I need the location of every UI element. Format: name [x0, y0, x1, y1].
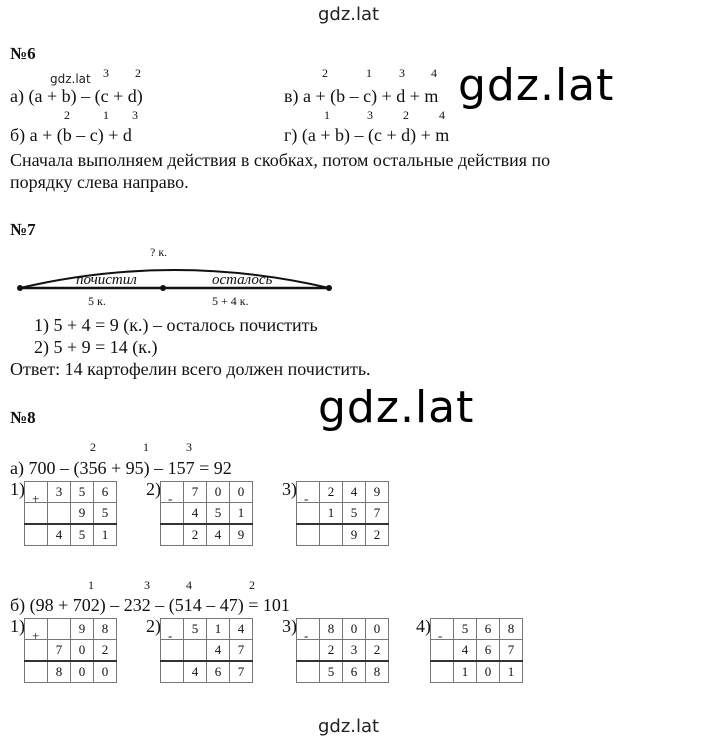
- column-calculation: [296, 481, 389, 546]
- order-number: 2: [322, 66, 328, 80]
- task7-title: №7: [10, 220, 36, 239]
- digit-cell: [161, 524, 184, 546]
- digit-cell: 7: [366, 503, 389, 525]
- task6-explanation-line1: Сначала выполняем действия в скобках, потом остальные действия по: [10, 150, 551, 170]
- digit-cell: 0: [94, 661, 117, 683]
- digit-cell: [297, 661, 320, 683]
- digit-cell: [184, 640, 207, 662]
- order-number: 1: [103, 108, 109, 122]
- digit-cell: [161, 661, 184, 683]
- digit-cell: 7: [48, 640, 71, 662]
- order-number: 3: [186, 440, 192, 454]
- digit-cell: 4: [454, 640, 477, 662]
- column-calc-label: 4): [416, 616, 431, 636]
- digit-cell: 8: [94, 619, 117, 640]
- column-calc-sign: +: [32, 491, 40, 506]
- column-calculation: [24, 618, 117, 683]
- diagram-left-value: 5 к.: [88, 294, 106, 308]
- order-number: 4: [439, 108, 445, 122]
- digit-cell: [297, 524, 320, 546]
- digit-cell: 5: [207, 503, 230, 525]
- digit-cell: [161, 619, 184, 640]
- segment-point: [17, 285, 23, 291]
- order-number: 1: [324, 108, 330, 122]
- digit-cell: [161, 640, 184, 662]
- task6-expression-g: г) (a + b) – (c + d) + m: [284, 125, 450, 145]
- order-number: 4: [186, 578, 192, 592]
- digit-cell: [297, 482, 320, 503]
- digit-cell: 0: [71, 661, 94, 683]
- digit-cell: 0: [71, 640, 94, 662]
- column-calculation: [160, 481, 253, 546]
- digit-cell: 1: [500, 661, 523, 683]
- digit-cell: 2: [366, 524, 389, 546]
- digit-cell: [48, 503, 71, 525]
- digit-cell: 3: [343, 640, 366, 662]
- digit-cell: 9: [71, 619, 94, 640]
- digit-cell: 0: [230, 482, 253, 503]
- digit-cell: 4: [48, 524, 71, 546]
- column-calc-sign: +: [32, 628, 40, 643]
- column-calculation: [24, 481, 117, 546]
- order-number: 3: [132, 108, 138, 122]
- column-calculation: [430, 618, 523, 683]
- digit-cell: 9: [71, 503, 94, 525]
- column-calc-sign: -: [438, 628, 443, 643]
- diagram-left-label: почистил: [76, 272, 137, 288]
- digit-cell: 6: [477, 619, 500, 640]
- digit-cell: [25, 503, 48, 525]
- task6-explanation-line2: порядку слева направо.: [10, 172, 189, 192]
- digit-cell: 1: [230, 503, 253, 525]
- task8-expression-b: б) (98 + 702) – 232 – (514 – 47) = 101: [10, 595, 290, 615]
- column-calc-label: 3): [282, 479, 297, 499]
- column-calc-sign: -: [304, 491, 309, 506]
- order-number: 1: [143, 440, 149, 454]
- digit-cell: 1: [320, 503, 343, 525]
- digit-cell: [48, 619, 71, 640]
- digit-cell: [297, 503, 320, 525]
- order-number: 3: [399, 66, 405, 80]
- watermark-large-2: gdz.lat: [318, 382, 475, 433]
- diagram-total-label: ? к.: [150, 245, 168, 259]
- digit-cell: [25, 640, 48, 662]
- task8-expression-a: а) 700 – (356 + 95) – 157 = 92: [10, 458, 232, 478]
- digit-cell: [25, 524, 48, 546]
- digit-cell: 5: [71, 524, 94, 546]
- digit-cell: 9: [230, 524, 253, 546]
- digit-cell: 7: [184, 482, 207, 503]
- digit-cell: 2: [184, 524, 207, 546]
- digit-cell: 5: [320, 661, 343, 683]
- digit-cell: [431, 640, 454, 662]
- digit-cell: 5: [94, 503, 117, 525]
- column-calculation: [296, 618, 389, 683]
- digit-cell: 2: [320, 640, 343, 662]
- digit-cell: 5: [71, 482, 94, 503]
- column-calc-sign: -: [168, 491, 173, 506]
- segment-diagram: [14, 250, 344, 310]
- digit-cell: 5: [184, 619, 207, 640]
- digit-cell: [25, 619, 48, 640]
- digit-cell: 0: [477, 661, 500, 683]
- digit-cell: 4: [184, 503, 207, 525]
- segment-point: [160, 285, 166, 291]
- digit-cell: 6: [477, 640, 500, 662]
- digit-cell: 4: [230, 619, 253, 640]
- digit-cell: [431, 661, 454, 683]
- segment-point: [326, 285, 332, 291]
- order-number: 3: [144, 578, 150, 592]
- watermark-bottom: gdz.lat: [318, 716, 380, 737]
- digit-cell: 5: [454, 619, 477, 640]
- column-calc-sign: -: [304, 628, 309, 643]
- order-number: 2: [249, 578, 255, 592]
- column-calculation: [160, 618, 253, 683]
- task6-title: №6: [10, 44, 36, 63]
- digit-cell: 3: [48, 482, 71, 503]
- digit-cell: 4: [207, 524, 230, 546]
- task7-answer: Ответ: 14 картофелин всего должен почистить.: [10, 359, 371, 379]
- diagram-right-value: 5 + 4 к.: [212, 294, 249, 308]
- digit-cell: 4: [184, 661, 207, 683]
- order-number: 2: [135, 66, 141, 80]
- order-number: 1: [88, 578, 94, 592]
- column-calc-label: 3): [282, 616, 297, 636]
- task7-step2: 2) 5 + 9 = 14 (к.): [34, 337, 158, 357]
- order-number: 3: [367, 108, 373, 122]
- digit-cell: 1: [94, 524, 117, 546]
- digit-cell: 6: [207, 661, 230, 683]
- digit-cell: 1: [454, 661, 477, 683]
- order-number: 2: [90, 440, 96, 454]
- digit-cell: 8: [320, 619, 343, 640]
- digit-cell: 7: [500, 640, 523, 662]
- digit-cell: 2: [366, 640, 389, 662]
- digit-cell: 2: [320, 482, 343, 503]
- digit-cell: 4: [343, 482, 366, 503]
- digit-cell: 8: [48, 661, 71, 683]
- digit-cell: 9: [366, 482, 389, 503]
- digit-cell: [25, 482, 48, 503]
- digit-cell: [320, 524, 343, 546]
- watermark-top: gdz.lat: [318, 4, 380, 25]
- column-calc-label: 1): [10, 616, 25, 636]
- digit-cell: 5: [343, 503, 366, 525]
- order-number: 2: [64, 108, 70, 122]
- column-calc-label: 1): [10, 479, 25, 499]
- digit-cell: 0: [343, 619, 366, 640]
- order-number: 2: [403, 108, 409, 122]
- column-calc-label: 2): [146, 616, 161, 636]
- watermark-tiny: gdz.lat: [50, 72, 91, 86]
- digit-cell: 8: [366, 661, 389, 683]
- task7-step1: 1) 5 + 4 = 9 (к.) – осталось почистить: [34, 315, 318, 335]
- total-arc: [20, 270, 329, 288]
- digit-cell: 1: [207, 619, 230, 640]
- digit-cell: 0: [207, 482, 230, 503]
- digit-cell: 2: [94, 640, 117, 662]
- digit-cell: 6: [343, 661, 366, 683]
- diagram-right-label: осталось: [212, 272, 273, 288]
- order-number: 4: [431, 66, 437, 80]
- digit-cell: [25, 661, 48, 683]
- digit-cell: [161, 482, 184, 503]
- column-calc-label: 2): [146, 479, 161, 499]
- digit-cell: 7: [230, 640, 253, 662]
- digit-cell: 8: [500, 619, 523, 640]
- digit-cell: [161, 503, 184, 525]
- digit-cell: 9: [343, 524, 366, 546]
- digit-cell: 0: [366, 619, 389, 640]
- task6-expression-a: а) (a + b) – (c + d): [10, 86, 143, 106]
- task6-expression-v: в) a + (b – c) + d + m: [284, 86, 439, 106]
- task6-expression-b: б) a + (b – c) + d: [10, 125, 132, 145]
- watermark-large-1: gdz.lat: [458, 60, 615, 111]
- digit-cell: 4: [207, 640, 230, 662]
- digit-cell: [431, 619, 454, 640]
- digit-cell: 7: [230, 661, 253, 683]
- order-number: 3: [103, 66, 109, 80]
- digit-cell: [297, 640, 320, 662]
- digit-cell: 6: [94, 482, 117, 503]
- task8-title: №8: [10, 408, 36, 427]
- column-calc-sign: -: [168, 628, 173, 643]
- order-number: 1: [366, 66, 372, 80]
- digit-cell: [297, 619, 320, 640]
